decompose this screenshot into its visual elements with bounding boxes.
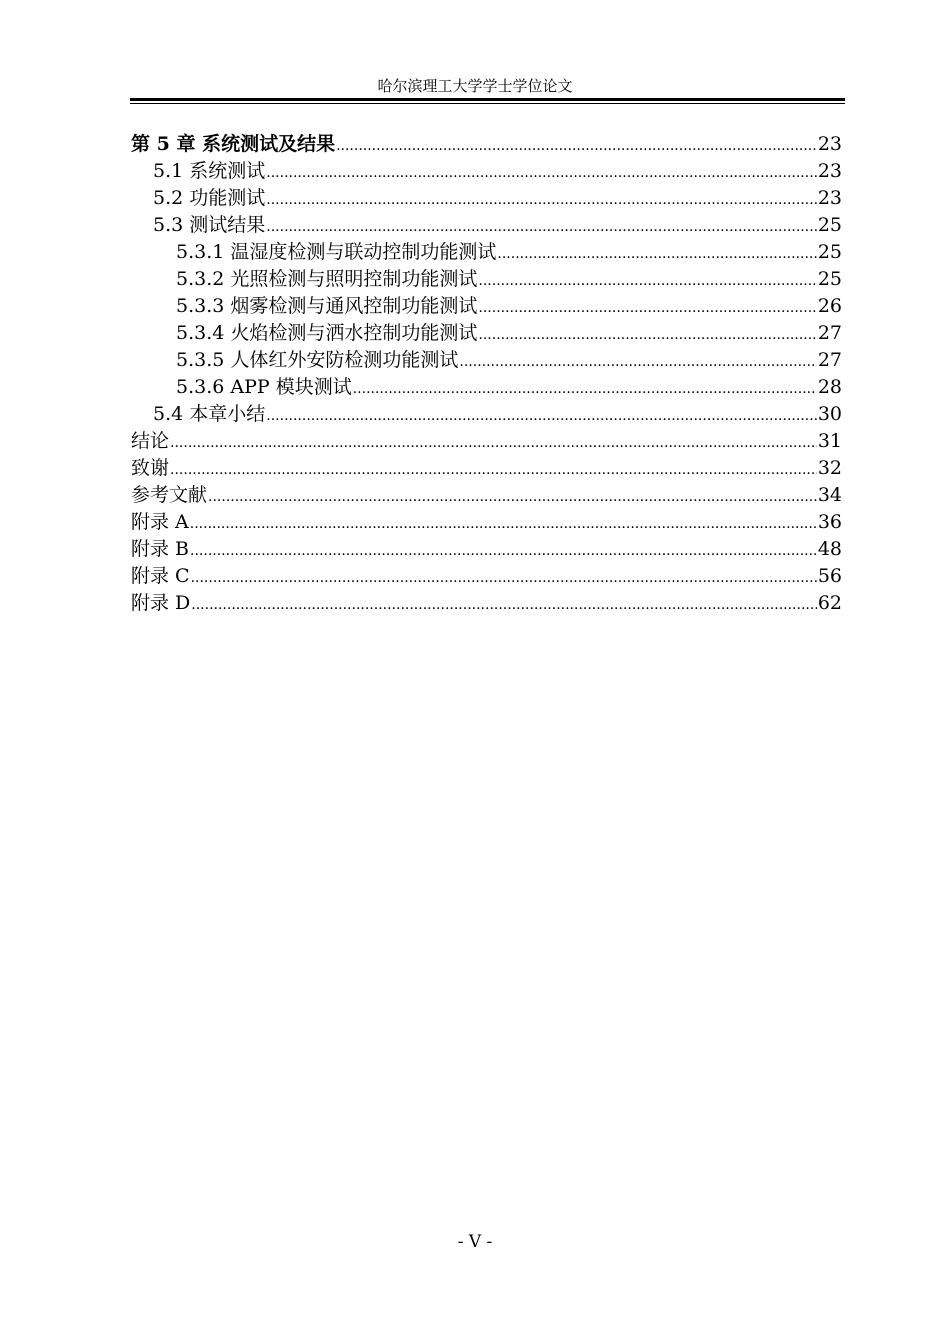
toc-entry-page: 25 — [817, 214, 842, 236]
table-of-contents — [131, 131, 842, 617]
toc-entry[interactable] — [131, 212, 842, 239]
toc-entry[interactable] — [131, 131, 842, 158]
header-rule-thick — [130, 98, 845, 101]
toc-entry-title: 5.3 测试结果 — [153, 214, 266, 236]
toc-entry-title: 5.3.5 人体红外安防检测功能测试 — [176, 349, 459, 371]
toc-entry-page: 36 — [817, 511, 842, 533]
toc-entry[interactable] — [131, 293, 842, 320]
toc-entry-page: 23 — [817, 160, 842, 182]
toc-entry-title: 附录 C — [131, 565, 190, 587]
toc-entry-title: 5.3.3 烟雾检测与通风控制功能测试 — [176, 295, 478, 317]
toc-entry[interactable] — [131, 401, 842, 428]
toc-leader-dots — [497, 241, 816, 268]
toc-entry[interactable] — [131, 158, 842, 185]
toc-leader-dots — [190, 511, 817, 538]
toc-entry-title: 5.2 功能测试 — [153, 187, 266, 209]
toc-entry[interactable] — [131, 239, 842, 266]
toc-entry[interactable] — [131, 563, 842, 590]
toc-entry-page: 56 — [817, 565, 842, 587]
toc-entry-title: 5.3.1 温湿度检测与联动控制功能测试 — [176, 241, 497, 263]
toc-leader-dots — [353, 376, 817, 403]
toc-entry-title: 5.3.6 APP 模块测试 — [176, 376, 352, 398]
toc-entry[interactable] — [131, 590, 842, 617]
toc-entry-title: 5.3.4 火焰检测与洒水控制功能测试 — [176, 322, 478, 344]
toc-entry-page: 31 — [817, 430, 842, 452]
toc-entry-title: 参考文献 — [131, 484, 208, 506]
toc-entry[interactable] — [131, 482, 842, 509]
toc-entry-page: 34 — [817, 484, 842, 506]
toc-leader-dots — [191, 592, 817, 619]
toc-entry-page: 32 — [817, 457, 842, 479]
toc-entry-page: 28 — [817, 376, 842, 398]
toc-entry-page: 27 — [817, 349, 842, 371]
toc-leader-dots — [266, 160, 817, 187]
toc-entry[interactable] — [131, 266, 842, 293]
toc-entry-page: 27 — [817, 322, 842, 344]
toc-entry-page: 26 — [817, 295, 842, 317]
header-rule-thin — [130, 103, 845, 104]
toc-entry-page: 23 — [817, 133, 842, 155]
running-header: 哈尔滨理工大学学士学位论文 — [377, 77, 573, 95]
toc-leader-dots — [170, 430, 817, 457]
toc-entry-page: 25 — [817, 268, 842, 290]
toc-entry[interactable] — [131, 347, 842, 374]
toc-entry[interactable] — [131, 320, 842, 347]
page-number: - V - — [457, 1232, 493, 1252]
toc-entry[interactable] — [131, 185, 842, 212]
toc-entry-page: 25 — [817, 241, 842, 263]
toc-entry-title: 致谢 — [131, 457, 170, 479]
toc-leader-dots — [170, 457, 817, 484]
toc-leader-dots — [190, 538, 817, 565]
toc-leader-dots — [266, 214, 817, 241]
toc-entry[interactable] — [131, 536, 842, 563]
toc-entry-title: 5.3.2 光照检测与照明控制功能测试 — [176, 268, 478, 290]
toc-leader-dots — [208, 484, 817, 511]
toc-entry-page: 23 — [817, 187, 842, 209]
toc-leader-dots — [478, 322, 816, 349]
toc-entry-page: 30 — [817, 403, 842, 425]
toc-leader-dots — [266, 187, 817, 214]
toc-entry[interactable] — [131, 455, 842, 482]
toc-entry-title: 5.4 本章小结 — [153, 403, 266, 425]
toc-entry-title: 附录 D — [131, 592, 191, 614]
toc-leader-dots — [266, 403, 817, 430]
toc-entry[interactable] — [131, 374, 842, 401]
toc-leader-dots — [191, 565, 817, 592]
toc-entry-title: 第 5 章 系统测试及结果 — [131, 133, 336, 155]
toc-entry-title: 附录 A — [131, 511, 189, 533]
toc-entry-title: 附录 B — [131, 538, 190, 560]
toc-entry-title: 5.1 系统测试 — [153, 160, 266, 182]
toc-leader-dots — [459, 349, 816, 376]
toc-entry[interactable] — [131, 509, 842, 536]
toc-leader-dots — [336, 133, 817, 160]
toc-entry-page: 48 — [817, 538, 842, 560]
toc-entry-title: 结论 — [131, 430, 170, 452]
toc-leader-dots — [478, 268, 816, 295]
toc-leader-dots — [478, 295, 816, 322]
toc-entry[interactable] — [131, 428, 842, 455]
toc-entry-page: 62 — [817, 592, 842, 614]
